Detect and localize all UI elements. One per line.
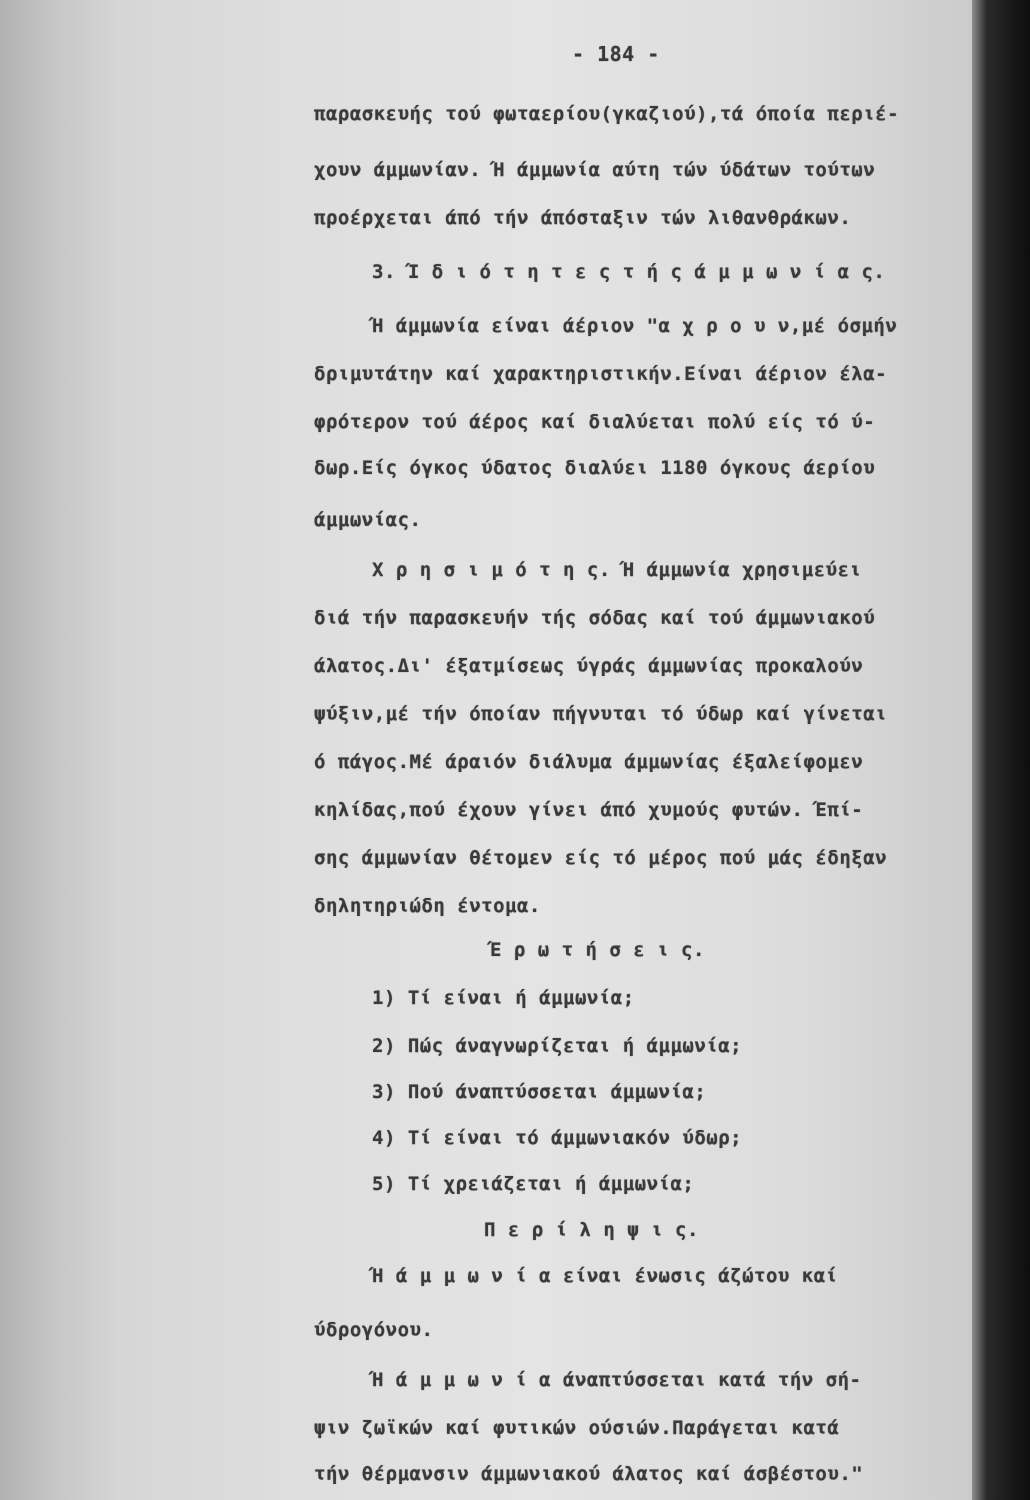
questions-heading: Έ ρ ω τ ή σ ε ι ς. [490,939,705,961]
question-item: 1) Τί είναι ή άμμωνία; [372,987,635,1009]
text-line: δηλητηριώδη έντομα. [314,895,541,917]
question-item: 2) Πώς άναγνωρίζεται ή άμμωνία; [372,1035,743,1057]
text-line: δριμυτάτην καί χαρακτηριστικήν.Είναι άέριον έλα- [314,363,888,385]
text-line: διά τήν παρασκευήν τής σόδας καί τού άμμωνιακού [314,607,876,629]
text-line: κηλίδας,πού έχουν γίνει άπό χυμούς φυτών. Έπί- [314,799,864,821]
text-line: ό πάγος.Μέ άραιόν διάλυμα άμμωνίας έξαλείφομεν [314,751,864,773]
page-shadow [0,0,120,1500]
question-item: 3) Πού άναπτύσσεται άμμωνία; [372,1081,707,1103]
text-line: Ή άμμωνία είναι άέριον "α χ ρ ο υ ν,μέ όσμήν [372,315,898,337]
text-line: φρότερον τού άέρος καί διαλύεται πολύ είς τό ύ- [314,411,876,433]
text-line: άλατος.Δι' έξατμίσεως ύγράς άμμωνίας προκαλούν [314,655,864,677]
text-line: άμμωνίας. [314,509,422,531]
scan-edge [972,0,1030,1500]
text-line: δωρ.Είς όγκος ύδατος διαλύει 1180 όγκους άερίου [314,457,876,479]
text-line: Χ ρ η σ ι μ ό τ η ς. Ή άμμωνία χρησιμεύει [372,559,862,581]
text-line: χουν άμμωνίαν. Ή άμμωνία αύτη τών ύδάτων τούτων [314,159,876,181]
question-item: 4) Τί είναι τό άμμωνιακόν ύδωρ; [372,1127,743,1149]
text-line: παρασκευής τού φωταερίου(γκαζιού),τά όποία περιέ- [314,103,900,125]
text-line: Ή ά μ μ ω ν ί α είναι ένωσις άζώτου καί [372,1265,838,1287]
text-line: σης άμμωνίαν θέτομεν είς τό μέρος πού μάς έδηξαν [314,847,888,869]
question-item: 5) Τί χρειάζεται ή άμμωνία; [372,1173,695,1195]
text-line: ψύξιν,μέ τήν όποίαν πήγνυται τό ύδωρ καί γίνεται [314,703,888,725]
text-line: ύδρογόνου. [314,1319,434,1341]
page-number: - 184 - [572,42,660,66]
section-heading: 3. Ί δ ι ό τ η τ ε ς τ ή ς ά μ μ ω ν ί α ς. [372,261,886,283]
text-line: τήν θέρμανσιν άμμωνιακού άλατος καί άσβέστου." [314,1463,864,1485]
text-line: προέρχεται άπό τήν άπόσταξιν τών λιθανθράκων. [314,207,852,229]
text-line: Ή ά μ μ ω ν ί α άναπτύσσεται κατά τήν σή- [372,1369,862,1391]
summary-heading: Π ε ρ ί λ η ψ ι ς. [484,1219,699,1241]
text-line: ψιν ζωϊκών καί φυτικών ούσιών.Παράγεται κατά [314,1417,840,1439]
